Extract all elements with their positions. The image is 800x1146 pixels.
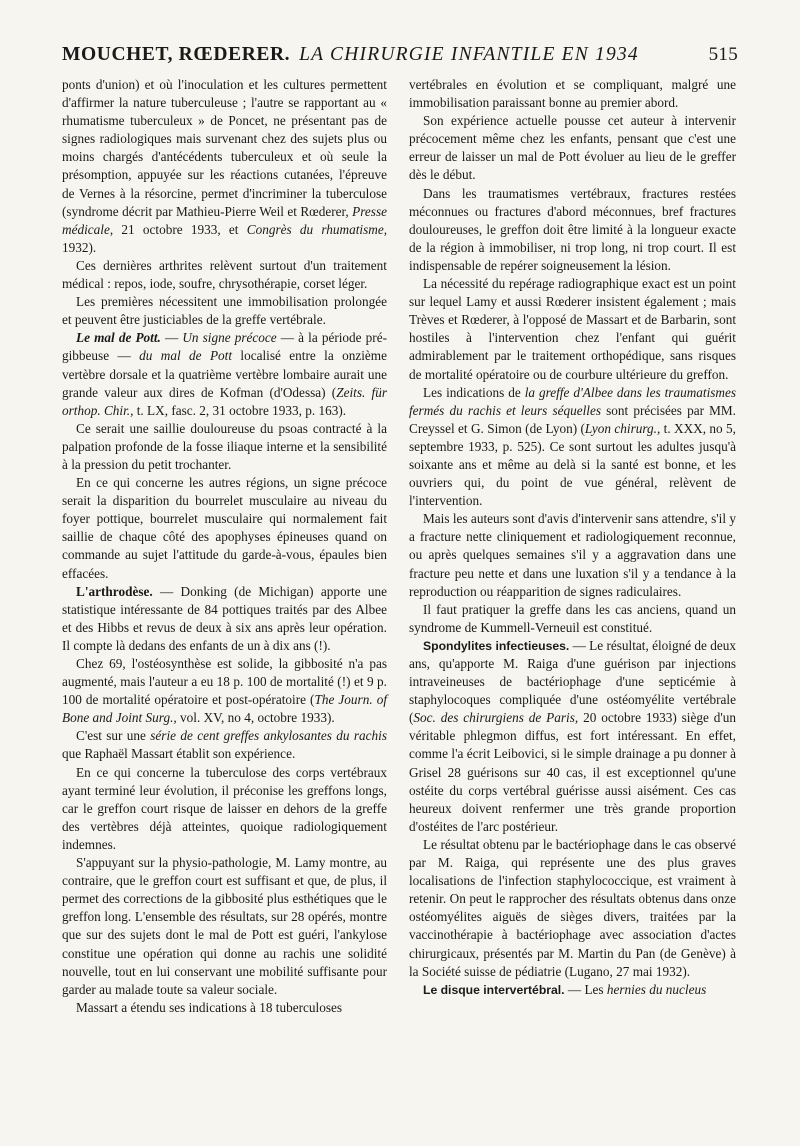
paragraph: vertébrales en évolution et se compliquant, malgré une immobilisation paraissant bonne au premier abord. xyxy=(409,77,736,111)
paragraph: Spondylites infectieuses. — Le résultat, éloigné de deux ans, qu'apporte M. Raiga d'une guérison par injections intraveineuses de bactériophage d'une septicémie à staphylocoques compliquée d'une ostéomyélite vertébrale (Soc. des chirurgiens de Paris, 20 octobre 1933) siège d'un véritable phlegmon diffus, est fort intéressant. En effet, comme l'a écrit Leibovici, si le simple drainage a pu donner à Grisel 28 guérisons sur 40 cas, il est exceptionnel qu'une ostéite du corps vertébral guérisse aussi aisément. Ces cas heureux doivent renfermer une très grande proportion d'ostéites de l'arc postérieur. xyxy=(409,637,736,834)
paragraph: L'arthrodèse. — Donking (de Michigan) apporte une statistique intéressante de 84 pottiques traités par des Albee et des Hibbs et revus de deux à six ans après leur opération. Il compte là dedans des enfants de un à dix ans (!). xyxy=(62,583,387,653)
left-column xyxy=(62,76,387,1017)
paragraph: La nécessité du repérage radiographique exact est un point sur lequel Lamy et aussi Rœderer insistent également ; mais Trèves et Rœderer, à l'opposé de Massart et de Barbarin, sont hostiles à l'intervention chez l'enfant qui guérit admirablement par le traitement orthopédique, sans risques de mortalité opératoire ou de courbure ultérieure du greffon. xyxy=(409,276,736,382)
citation: Presse médicale, xyxy=(62,203,387,237)
paragraph: Ce serait une saillie douloureuse du psoas contracté à la palpation profonde de la fosse iliaque interne et la sensibilité à la pression du petit trochanter. xyxy=(62,420,387,472)
citation: Zeits. für orthop. Chir., xyxy=(62,384,388,418)
paragraph: Les indications de la greffe d'Albee dans les traumatismes fermés du rachis et leurs séquelles sont précisées par MM. Creyssel et G. Simon (de Lyon) (Lyon chirurg., t. XXX, no 5, septembre 1933, p. 525). Ce sont surtout les adultes jusqu'à soixante ans et même au delà si la santé est bonne, et les ouvriers qui, du point de vue général, relèvent de l'intervention. xyxy=(409,384,737,509)
paragraph: Dans les traumatismes vertébraux, fractures restées méconnues ou fractures d'abord méconnues, bref fractures douloureuses, le greffon doit être limité à la longueur exacte de la région à immobiliser, ni trop long, ni trop court. Il est indispensable de repérer soigneusement la lésion. xyxy=(409,185,736,273)
paragraph: Son expérience actuelle pousse cet auteur à intervenir précocement même chez les enfants, pensant que c'est une erreur de laisser un mal de Pott évoluer au lieu de le greffer dès le début. xyxy=(409,113,736,183)
paragraph: Mais les auteurs sont d'avis d'intervenir sans attendre, s'il y a fracture nette cliniquement et radiologiquement reconnue, ou après quelques semaines s'il y a aggravation dans une fracture peu nette et dans une luxation s'il y a tendance à la reproduction ou réapparition de signes radiculaires. xyxy=(409,511,736,599)
paragraph: C'est sur une série de cent greffes ankylosantes du rachis que Raphaël Massart établit son expérience. xyxy=(62,728,387,762)
paragraph: Ces dernières arthrites relèvent surtout d'un traitement médical : repos, iode, soufre, chrysothérapie, corset léger. xyxy=(62,257,387,292)
page-number: 515 xyxy=(708,44,738,65)
paragraph: En ce qui concerne la tuberculose des corps vertébraux ayant terminé leur évolution, il préconise les greffons longs, car le greffon court risque de laisser en dehors de la greffe des vertèbres déjà atteintes, quoique radiologiquement indemnes. xyxy=(62,764,387,852)
paragraph: Il faut pratiquer la greffe dans les cas anciens, quand un syndrome de Kummell-Verneuil est constitué. xyxy=(409,601,736,635)
paragraph: Les premières nécessitent une immobilisation prolongée et peuvent être justiciables de la greffe vertébrale. xyxy=(62,294,387,328)
citation: Congrès du rhumatisme, xyxy=(246,221,388,237)
section-heading: Spondylites infectieuses. xyxy=(423,638,570,653)
section-heading: Le disque intervertébral. xyxy=(423,982,565,997)
paragraph: En ce qui concerne les autres régions, un signe précoce serait la disparition du bourrelet musculaire au niveau du foyer pottique, bourrelet musculaire qui normalement fait saillie de chaque côté des apophyses épineuses quand on commande au sujet l'attitude du garde-à-vous, épaules bien effacées. xyxy=(62,475,387,581)
paragraph: S'appuyant sur la physio-pathologie, M. Lamy montre, au contraire, que le greffon court est suffisant et que, de plus, il permet des corrections de la gibbosité plus esthétiques que le greffon long. L'ensemble des résultats, sur 28 opérés, montre que sur des sujets dont le mal de Pott est guéri, l'ankylose constitue une opération qui donne au rachis une solidité nouvelle, tout en lui conservant une mobilité suffisante pour garder au malade toute sa valeur sociale. xyxy=(62,855,387,997)
header-title: LA CHIRURGIE INFANTILE EN 1934 xyxy=(299,44,639,65)
section-heading: Le mal de Pott. xyxy=(76,330,161,346)
paragraph: ponts d'union) et où l'inoculation et les cultures permettent d'affirmer la nature tuberculeuse ; l'autre se rapportant au « rhumatisme tuberculeux » de Poncet, ne présentant pas de signes radiologiques mais survenant chez des sujets plus ou moins chargés d'antécédents tuberculeux et où seule la présomption, appuyée sur les réactions cutanées, l'épreuve de Vernes à la résorcine, permet d'incriminer la tuberculose (syndrome décrit par Mathieu-Pierre Weil et Rœderer, Presse médicale, 21 octobre 1933, et Congrès du rhumatisme, 1932). xyxy=(62,77,388,255)
section-heading: L'arthrodèse. xyxy=(76,583,153,599)
citation: The Journ. of Bone and Joint Surg., xyxy=(62,692,387,726)
header-authors: MOUCHET, RŒDERER. xyxy=(62,44,291,65)
citation: Lyon chirurg., xyxy=(584,420,661,436)
paragraph: Le résultat obtenu par le bactériophage dans le cas observé par M. Raiga, qui représente une des plus graves localisations de l'infection staphylococcique, est vraiment à retenir. On peut le rapprocher des résultats obtenus dans onze ostéomyélites aiguës de sièges divers, traitées par la vaccinothérapie à bactériophage avec association d'actes chirurgicaux, présentés par M. Martin du Pan (de Genève) à la Société suisse de pédiatrie (Lugano, 27 mai 1932). xyxy=(409,836,736,979)
citation: Soc. des chirurgiens de Paris, xyxy=(413,710,579,726)
right-column xyxy=(409,76,736,999)
paragraph: Chez 69, l'ostéosynthèse est solide, la gibbosité n'a pas augmenté, mais l'auteur a eu 18 p. 100 de mortalité (!) et 9 p. 100 de mortalité opératoire et post-opératoire (The Journ. of Bone and Joint Surg., vol. XV, no 4, octobre 1933). xyxy=(62,656,387,726)
paragraph: Le disque intervertébral. — Les hernies du nucleus xyxy=(423,981,707,997)
running-header xyxy=(62,44,738,78)
paragraph: Le mal de Pott. — Un signe précoce — à la période pré-gibbeuse — du mal de Pott localisé entre la onzième vertèbre dorsale et la quatrième vertèbre lombaire aurait une grande valeur aux dires de Kofman (d'Odessa) (Zeits. für orthop. Chir., t. LX, fasc. 2, 31 octobre 1933, p. 163). xyxy=(62,330,388,418)
paragraph: Massart a étendu ses indications à 18 tuberculoses xyxy=(76,999,343,1015)
